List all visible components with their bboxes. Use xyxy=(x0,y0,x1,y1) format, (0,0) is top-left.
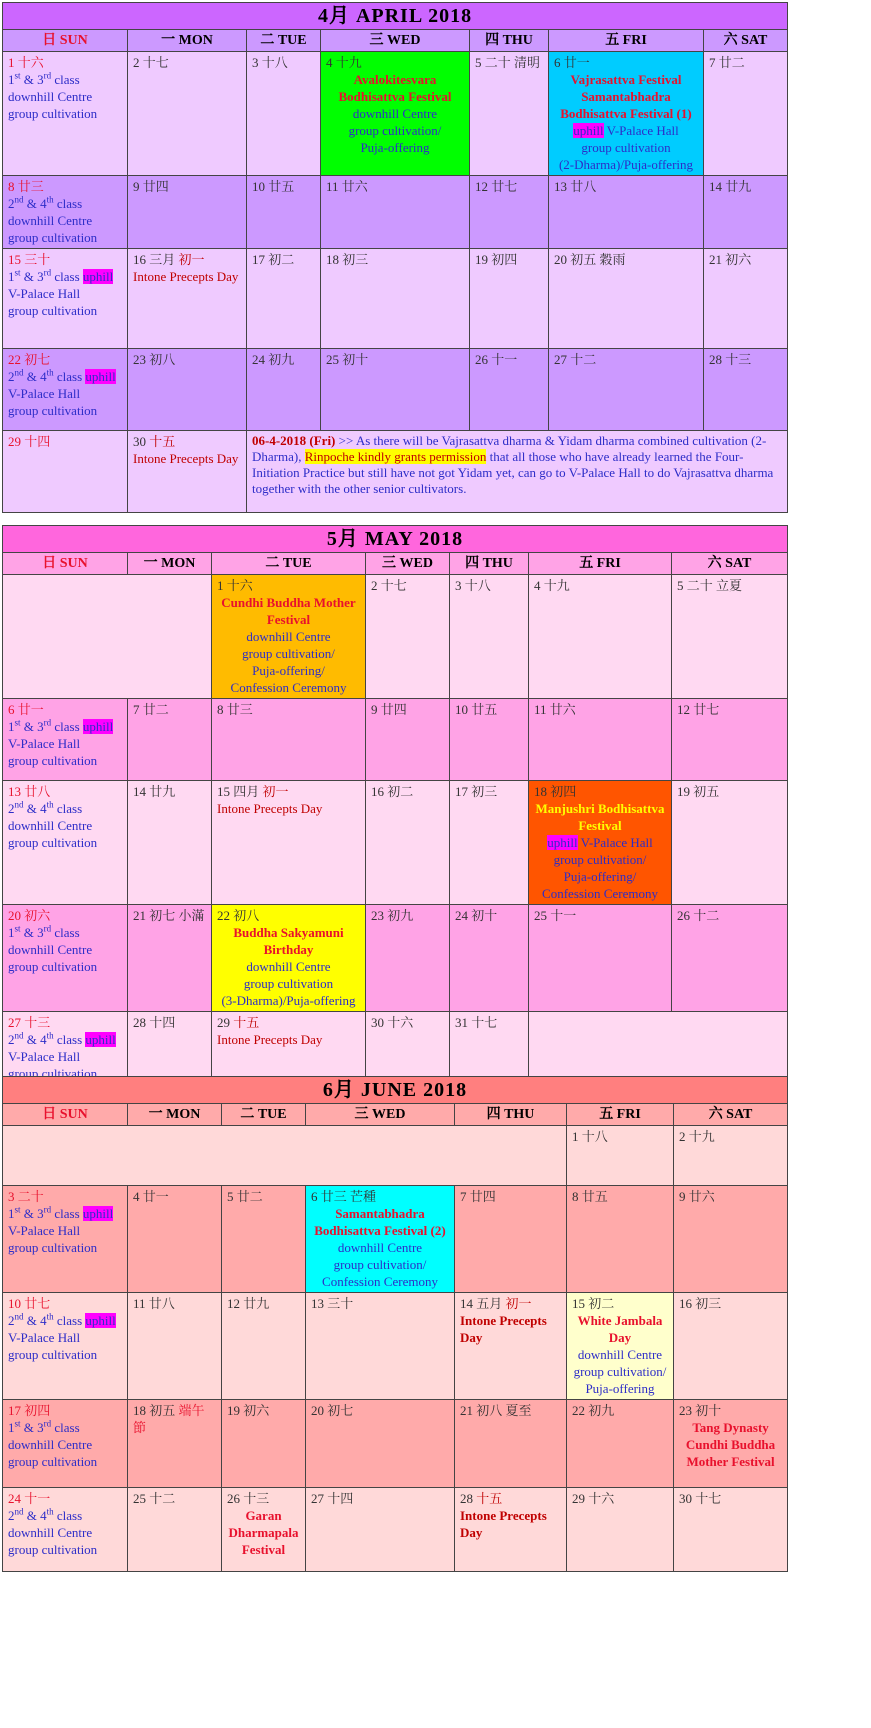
lunar-date: 十五 xyxy=(149,434,176,449)
day-cell: 7 廿四 xyxy=(455,1186,567,1293)
empty-cell xyxy=(3,1126,567,1186)
precepts-text: Intone Precepts Day xyxy=(460,1313,547,1345)
class-text: 2 xyxy=(8,1032,15,1047)
ordinal-sup: st xyxy=(14,267,21,278)
activity-text: Confession Ceremony xyxy=(322,1274,438,1289)
day-cell: 18 初三 xyxy=(321,249,470,349)
day-cell: 5 二十 清明 xyxy=(470,52,549,176)
ordinal-sup: rd xyxy=(43,1204,52,1215)
day-number: 28 xyxy=(460,1491,477,1506)
ordinal-sup: th xyxy=(46,367,54,378)
activity-text: group cultivation/ xyxy=(348,123,442,138)
day-cell: 13 廿八 xyxy=(549,176,704,249)
day-cell xyxy=(128,431,247,513)
day-header-sun: 日 SUN xyxy=(3,30,128,52)
day-header-wed: 三 WED xyxy=(366,553,450,575)
day-number: 22 初七 xyxy=(8,352,51,367)
ordinal-sup: nd xyxy=(14,194,24,205)
class-text: 2 xyxy=(8,1508,15,1523)
day-number: 24 十一 xyxy=(8,1491,51,1506)
day-number: 1 十六 xyxy=(8,55,44,70)
class-text: class xyxy=(53,1508,83,1523)
day-header-wed: 三 WED xyxy=(321,30,470,52)
ordinal-sup: nd xyxy=(14,1030,24,1041)
ordinal-sup: st xyxy=(14,1204,21,1215)
day-cell: 9 廿四 xyxy=(366,699,450,781)
day-cell: 29 十六 xyxy=(567,1488,674,1572)
day-number: 17 初四 xyxy=(8,1403,51,1418)
day-cell: 20 初五 穀雨 xyxy=(549,249,704,349)
venue-text: V-Palace Hall xyxy=(8,736,81,751)
class-text: & 4 xyxy=(23,1032,47,1047)
day-cell: 19 初六 xyxy=(222,1400,306,1488)
day-number: 20 初六 xyxy=(8,908,51,923)
day-cell: 26 十二 xyxy=(672,905,788,1012)
uphill-badge: uphill xyxy=(82,719,114,734)
uphill-badge: uphill xyxy=(82,269,114,284)
activity-text: group cultivation xyxy=(8,1066,98,1081)
lunar-date: 初一 xyxy=(505,1296,532,1311)
day-number: 4 十九 xyxy=(326,55,362,70)
day-cell: 25 初十 xyxy=(321,349,470,431)
day-cell: 21 初六 xyxy=(704,249,788,349)
class-text: class xyxy=(53,801,83,816)
ordinal-sup: nd xyxy=(14,1506,24,1517)
precepts-text: Intone Precepts Day xyxy=(217,801,323,816)
day-cell: 23 初八 xyxy=(128,349,247,431)
precepts-text: Intone Precepts Day xyxy=(217,1032,323,1047)
day-header-mon: 一 MON xyxy=(128,30,247,52)
day-number: 27 十三 xyxy=(8,1015,51,1030)
uphill-badge: uphill xyxy=(82,1206,114,1221)
class-text: class xyxy=(53,369,86,384)
day-header-thu: 四 THU xyxy=(450,553,529,575)
activity-text: group cultivation xyxy=(8,753,98,768)
day-number: 6 廿一 xyxy=(554,55,590,70)
activity-text: Puja-offering xyxy=(585,1381,655,1396)
ordinal-sup: nd xyxy=(14,799,24,810)
activity-text: (2-Dharma)/Puja-offering xyxy=(558,157,694,172)
day-cell xyxy=(128,249,247,349)
festival-name: Manjushri Bodhisattva Festival xyxy=(535,801,665,833)
day-cell: 30 十六 xyxy=(366,1012,450,1094)
day-cell xyxy=(3,176,128,249)
festival-cell xyxy=(549,52,704,176)
day-cell xyxy=(3,52,128,176)
activity-text: Confession Ceremony xyxy=(230,680,347,695)
day-header-mon: 一 MON xyxy=(128,1104,222,1126)
class-text: & 4 xyxy=(23,1508,47,1523)
venue-text: downhill Centre xyxy=(352,106,438,121)
day-cell: 27 十四 xyxy=(306,1488,455,1572)
precepts-text: Intone Precepts Day xyxy=(460,1508,547,1540)
class-text: & 3 xyxy=(20,1206,44,1221)
uphill-badge: uphill xyxy=(573,123,604,138)
day-cell xyxy=(3,249,128,349)
venue-text: downhill Centre xyxy=(8,89,93,104)
lunar-date: 初一 xyxy=(178,252,205,267)
day-cell: 11 廿八 xyxy=(128,1293,222,1400)
activity-text: group cultivation/ xyxy=(553,852,647,867)
ordinal-sup: st xyxy=(14,70,21,81)
activity-text: group cultivation xyxy=(8,835,98,850)
class-text: class xyxy=(51,72,80,87)
day-header-thu: 四 THU xyxy=(455,1104,567,1126)
activity-text: group cultivation xyxy=(8,959,98,974)
day-cell xyxy=(3,1293,128,1400)
day-cell: 8 廿三 xyxy=(212,699,366,781)
day-cell: 9 廿四 xyxy=(128,176,247,249)
festival-cell xyxy=(212,575,366,699)
day-cell xyxy=(3,699,128,781)
day-number: 15 初二 xyxy=(572,1296,615,1311)
day-number: 29 十四 xyxy=(8,434,51,449)
day-cell: 4 廿一 xyxy=(128,1186,222,1293)
day-cell: 2 十九 xyxy=(674,1126,788,1186)
day-cell: 27 十二 xyxy=(549,349,704,431)
day-cell: 17 初二 xyxy=(247,249,321,349)
activity-text: group cultivation xyxy=(8,303,98,318)
lunar-date: 初一 xyxy=(262,784,289,799)
class-text: 2 xyxy=(8,196,15,211)
festival-name: Vajrasattva Festival xyxy=(570,72,682,87)
notice-highlight: Rinpoche kindly grants permission xyxy=(304,449,487,464)
june-calendar xyxy=(2,1076,788,1572)
festival-cell xyxy=(529,781,672,905)
activity-text: group cultivation xyxy=(8,106,98,121)
day-cell: 25 十一 xyxy=(529,905,672,1012)
uphill-badge: uphill xyxy=(85,369,116,384)
june-title: 6月 JUNE 2018 xyxy=(3,1077,788,1104)
ordinal-sup: nd xyxy=(14,367,24,378)
day-cell: 11 廿六 xyxy=(529,699,672,781)
day-cell: 19 初四 xyxy=(470,249,549,349)
day-cell xyxy=(455,1488,567,1572)
day-cell: 10 廿五 xyxy=(450,699,529,781)
day-header-sun: 日 SUN xyxy=(3,553,128,575)
venue-text: downhill Centre xyxy=(337,1240,423,1255)
day-cell xyxy=(3,431,128,513)
day-cell: 9 廿六 xyxy=(674,1186,788,1293)
day-number: 14 五月 xyxy=(460,1296,506,1311)
activity-text: Puja-offering/ xyxy=(252,663,325,678)
activity-text: (3-Dharma)/Puja-offering xyxy=(221,993,356,1008)
day-number: 3 二十 xyxy=(8,1189,44,1204)
festival-cell xyxy=(567,1293,674,1400)
precepts-text: Intone Precepts Day xyxy=(133,451,239,466)
day-cell: 12 廿七 xyxy=(470,176,549,249)
uphill-badge: uphill xyxy=(85,1313,116,1328)
ordinal-sup: th xyxy=(46,1311,54,1322)
day-header-fri: 五 FRI xyxy=(529,553,672,575)
day-header-wed: 三 WED xyxy=(306,1104,455,1126)
ordinal-sup: rd xyxy=(43,1418,52,1429)
activity-text: group cultivation xyxy=(8,403,98,418)
day-number: 30 xyxy=(133,434,150,449)
day-header-sat: 六 SAT xyxy=(674,1104,788,1126)
day-cell: 1 十八 xyxy=(567,1126,674,1186)
ordinal-sup: st xyxy=(14,923,21,934)
festival-name: White Jambala Day xyxy=(577,1313,663,1345)
day-number: 18 初四 xyxy=(534,784,577,799)
festival-name: Buddha Sakyamuni Birthday xyxy=(233,925,344,957)
activity-text: group cultivation xyxy=(8,1347,98,1362)
venue-text: V-Palace Hall xyxy=(8,386,81,401)
day-cell: 7 廿二 xyxy=(128,699,212,781)
venue-text: downhill Centre xyxy=(246,959,331,974)
ordinal-sup: th xyxy=(46,194,54,205)
ordinal-sup: rd xyxy=(43,267,52,278)
day-cell: 21 初七 小滿 xyxy=(128,905,212,1012)
day-cell: 24 初九 xyxy=(247,349,321,431)
festival-name: Samantabhadra Bodhisattva Festival (1) xyxy=(560,89,692,121)
class-text: class xyxy=(51,1206,83,1221)
day-cell: 7 廿二 xyxy=(704,52,788,176)
activity-text: group cultivation/ xyxy=(333,1257,427,1272)
holiday-name: 端午節 xyxy=(133,1403,205,1435)
ordinal-sup: th xyxy=(46,1506,54,1517)
day-number: 22 初八 xyxy=(217,908,260,923)
class-text: class xyxy=(51,925,80,940)
class-text: class xyxy=(51,1420,80,1435)
day-number: 1 十六 xyxy=(217,578,253,593)
day-cell: 24 初十 xyxy=(450,905,529,1012)
day-cell: 8 廿五 xyxy=(567,1186,674,1293)
day-cell: 2 十七 xyxy=(128,52,247,176)
day-cell: 31 十七 xyxy=(450,1012,529,1094)
ordinal-sup: nd xyxy=(14,1311,24,1322)
day-cell xyxy=(128,1400,222,1488)
class-text: & 3 xyxy=(20,72,44,87)
day-header-sat: 六 SAT xyxy=(704,30,788,52)
activity-text: Confession Ceremony xyxy=(542,886,658,901)
day-number: 15 四月 xyxy=(217,784,263,799)
day-cell: 17 初三 xyxy=(450,781,529,905)
class-text: class xyxy=(51,719,83,734)
precepts-text: Intone Precepts Day xyxy=(133,269,239,284)
day-cell xyxy=(3,1186,128,1293)
day-cell: 14 廿九 xyxy=(128,781,212,905)
day-number: 10 廿七 xyxy=(8,1296,51,1311)
april-title: 4月 APRIL 2018 xyxy=(3,3,788,30)
day-cell: 14 廿九 xyxy=(704,176,788,249)
day-cell: 25 十二 xyxy=(128,1488,222,1572)
day-number: 26 十三 xyxy=(227,1491,270,1506)
class-text: 1 xyxy=(8,269,15,284)
day-cell: 22 初九 xyxy=(567,1400,674,1488)
day-header-sat: 六 SAT xyxy=(672,553,788,575)
venue-text: downhill Centre xyxy=(8,1525,93,1540)
class-text: class xyxy=(51,269,83,284)
day-cell xyxy=(3,1488,128,1572)
festival-name: Tang Dynasty Cundhi Buddha Mother Festival xyxy=(685,1420,776,1469)
day-cell: 5 廿二 xyxy=(222,1186,306,1293)
activity-text: group cultivation xyxy=(243,976,334,991)
venue-text: downhill Centre xyxy=(8,1437,93,1452)
notice-text: that all those who have already learned the Four-Initiation Practice but still have not got Yidam yet, can go to V-Palace Hall to do Vajrasattva dharma together with the other senior cultivators. xyxy=(252,449,774,496)
activity-text: group cultivation xyxy=(581,140,671,155)
festival-name: Cundhi Buddha Mother Festival xyxy=(221,595,356,627)
class-text: & 4 xyxy=(23,196,47,211)
festival-cell xyxy=(674,1400,788,1488)
lunar-date: 十五 xyxy=(476,1491,503,1506)
day-cell xyxy=(3,781,128,905)
day-number: 29 xyxy=(217,1015,234,1030)
day-cell: 30 十七 xyxy=(674,1488,788,1572)
day-cell: 5 二十 立夏 xyxy=(672,575,788,699)
class-text: & 3 xyxy=(20,925,44,940)
day-number: 8 廿三 xyxy=(8,179,44,194)
day-number: 6 廿一 xyxy=(8,702,44,717)
day-cell: 21 初八 夏至 xyxy=(455,1400,567,1488)
activity-text: group cultivation/ xyxy=(242,646,335,661)
activity-text: group cultivation xyxy=(8,230,98,245)
day-cell: 26 十一 xyxy=(470,349,549,431)
day-number: 6 廿三 芒種 xyxy=(311,1189,377,1204)
day-cell xyxy=(455,1293,567,1400)
day-header-fri: 五 FRI xyxy=(549,30,704,52)
class-text: & 4 xyxy=(23,1313,47,1328)
class-text: & 4 xyxy=(23,369,47,384)
venue-text: downhill Centre xyxy=(8,942,93,957)
festival-cell xyxy=(306,1186,455,1293)
day-number: 16 三月 xyxy=(133,252,179,267)
day-cell: 19 初五 xyxy=(672,781,788,905)
day-cell: 20 初七 xyxy=(306,1400,455,1488)
festival-cell xyxy=(212,905,366,1012)
class-text: 2 xyxy=(8,1313,15,1328)
april-calendar xyxy=(2,2,788,513)
day-header-sun: 日 SUN xyxy=(3,1104,128,1126)
ordinal-sup: rd xyxy=(43,717,52,728)
class-text: & 3 xyxy=(20,269,44,284)
activity-text: group cultivation/ xyxy=(573,1364,667,1379)
day-cell xyxy=(3,349,128,431)
class-text: class xyxy=(53,196,83,211)
day-header-fri: 五 FRI xyxy=(567,1104,674,1126)
festival-name: Avalokitesvara Bodhisattva Festival xyxy=(338,72,452,104)
venue-text: downhill Centre xyxy=(246,629,331,644)
ordinal-sup: th xyxy=(46,799,54,810)
class-text: 1 xyxy=(8,1420,15,1435)
day-cell: 16 初三 xyxy=(674,1293,788,1400)
venue-text: V-Palace Hall xyxy=(8,1223,81,1238)
day-cell: 12 廿七 xyxy=(672,699,788,781)
day-header-thu: 四 THU xyxy=(470,30,549,52)
class-text: & 4 xyxy=(23,801,47,816)
day-number: 18 初五 xyxy=(133,1403,179,1418)
lunar-date: 十五 xyxy=(233,1015,260,1030)
day-cell xyxy=(3,905,128,1012)
activity-text: Puja-offering xyxy=(360,140,430,155)
day-cell: 3 十八 xyxy=(247,52,321,176)
day-header-mon: 一 MON xyxy=(128,553,212,575)
may-calendar xyxy=(2,525,788,1094)
uphill-badge: uphill xyxy=(547,835,578,850)
class-text: 1 xyxy=(8,1206,15,1221)
ordinal-sup: rd xyxy=(43,923,52,934)
venue-text: downhill Centre xyxy=(8,213,93,228)
ordinal-sup: th xyxy=(46,1030,54,1041)
class-text: & 3 xyxy=(20,719,44,734)
venue-text: downhill Centre xyxy=(8,818,93,833)
day-cell: 28 十四 xyxy=(128,1012,212,1094)
venue-text: V-Palace Hall xyxy=(8,1049,81,1064)
day-number: 13 廿八 xyxy=(8,784,51,799)
day-cell: 11 廿六 xyxy=(321,176,470,249)
day-cell: 10 廿五 xyxy=(247,176,321,249)
class-text: 1 xyxy=(8,719,15,734)
class-text: class xyxy=(53,1032,86,1047)
venue-text: V-Palace Hall xyxy=(603,123,679,138)
day-cell xyxy=(3,1400,128,1488)
class-text: & 3 xyxy=(20,1420,44,1435)
venue-text: V-Palace Hall xyxy=(577,835,653,850)
venue-text: V-Palace Hall xyxy=(8,1330,81,1345)
day-cell: 3 十八 xyxy=(450,575,529,699)
festival-name: Garan Dharmapala Festival xyxy=(228,1508,299,1557)
class-text: class xyxy=(53,1313,86,1328)
day-number: 15 三十 xyxy=(8,252,51,267)
class-text: 2 xyxy=(8,369,15,384)
notice-cell xyxy=(247,431,788,513)
day-cell: 23 初九 xyxy=(366,905,450,1012)
class-text: 2 xyxy=(8,801,15,816)
class-text: 1 xyxy=(8,72,15,87)
venue-text: downhill Centre xyxy=(577,1347,663,1362)
day-cell: 13 三十 xyxy=(306,1293,455,1400)
festival-cell xyxy=(321,52,470,176)
activity-text: group cultivation xyxy=(8,1542,98,1557)
day-header-tue: 二 TUE xyxy=(222,1104,306,1126)
activity-text: group cultivation xyxy=(8,1454,98,1469)
festival-cell xyxy=(222,1488,306,1572)
ordinal-sup: st xyxy=(14,1418,21,1429)
day-cell: 28 十三 xyxy=(704,349,788,431)
may-title: 5月 MAY 2018 xyxy=(3,526,788,553)
ordinal-sup: rd xyxy=(43,70,52,81)
festival-name: Samantabhadra Bodhisattva Festival (2) xyxy=(314,1206,446,1238)
notice-text: >> As there will be Vajrasattva dharma & Yidam dharma combined cultivation (2-Dharma), xyxy=(252,433,767,464)
empty-cell xyxy=(3,575,212,699)
activity-text: group cultivation xyxy=(8,1240,98,1255)
day-cell: 16 初二 xyxy=(366,781,450,905)
class-text: 1 xyxy=(8,925,15,940)
uphill-badge: uphill xyxy=(85,1032,116,1047)
day-header-tue: 二 TUE xyxy=(247,30,321,52)
day-cell: 12 廿九 xyxy=(222,1293,306,1400)
ordinal-sup: st xyxy=(14,717,21,728)
day-cell: 4 十九 xyxy=(529,575,672,699)
day-number: 23 初十 xyxy=(679,1403,722,1418)
activity-text: Puja-offering/ xyxy=(563,869,637,884)
venue-text: V-Palace Hall xyxy=(8,286,81,301)
day-cell xyxy=(212,781,366,905)
day-header-tue: 二 TUE xyxy=(212,553,366,575)
day-cell: 2 十七 xyxy=(366,575,450,699)
notice-date: 06-4-2018 (Fri) xyxy=(252,433,336,448)
